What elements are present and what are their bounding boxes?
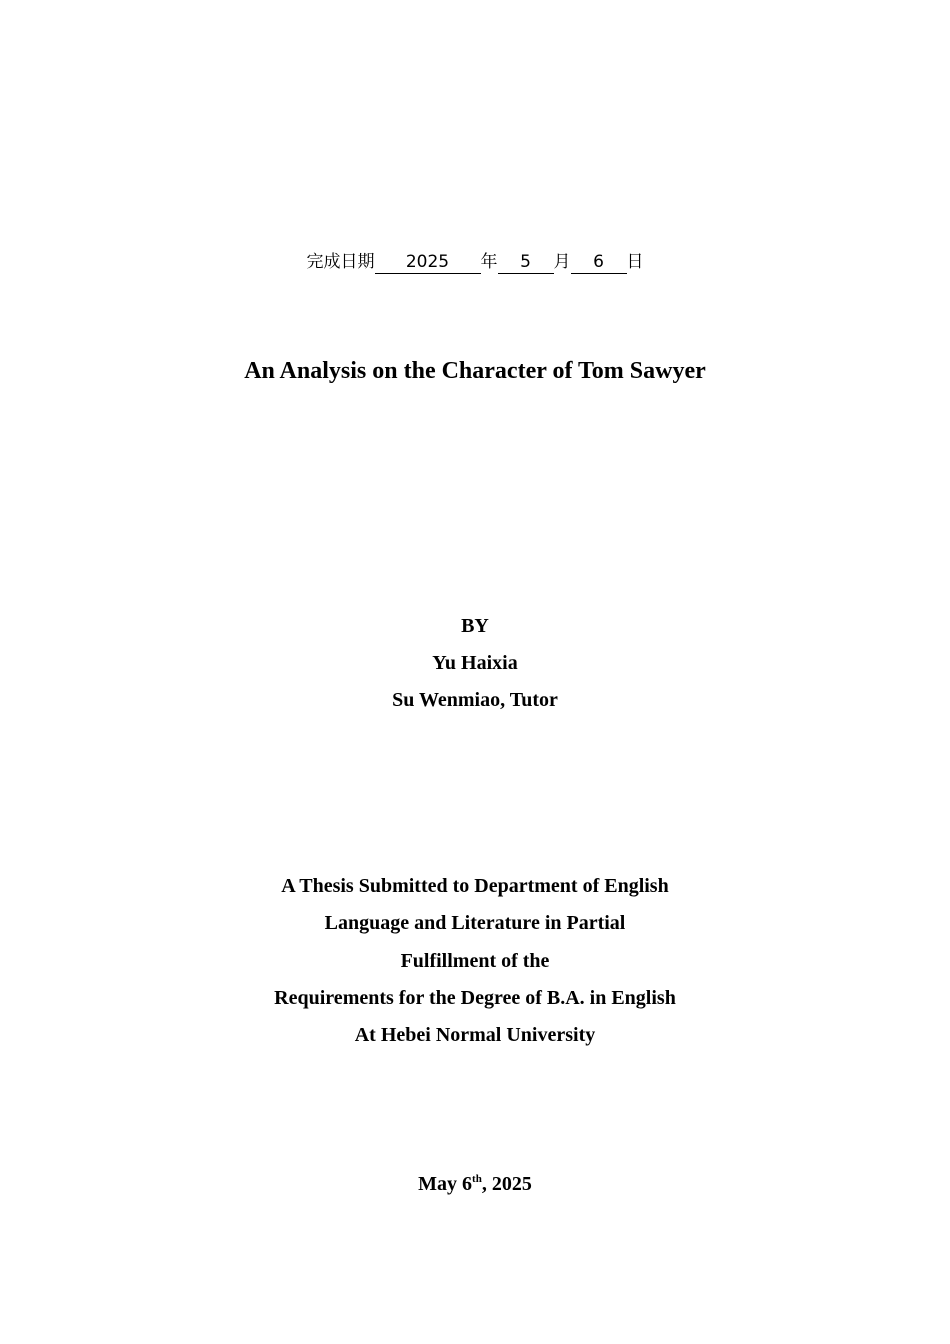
completion-month-field — [498, 251, 554, 274]
completion-date-line — [0, 249, 950, 275]
completion-day-field — [571, 251, 627, 274]
by-label: BY — [461, 615, 489, 637]
thesis-statement-line: A Thesis Submitted to Department of English — [281, 875, 669, 897]
completion-month-value: 5 — [520, 252, 531, 272]
thesis-statement — [0, 872, 950, 1058]
author-name: Yu Haixia — [432, 652, 518, 674]
tutor-name: Su Wenmiao, Tutor — [392, 689, 558, 711]
thesis-statement-line: Requirements for the Degree of B.A. in English — [274, 986, 676, 1009]
thesis-statement-line: Language and Literature in Partial — [324, 912, 626, 935]
submission-date-year: , 2025 — [481, 1173, 532, 1195]
thesis-statement-line: At Hebei Normal University — [354, 1024, 596, 1047]
submission-date — [0, 1170, 950, 1198]
year-unit: 年 — [480, 252, 498, 272]
day-unit: 日 — [626, 252, 644, 272]
completion-day-value: 6 — [593, 252, 604, 272]
month-unit: 月 — [553, 252, 571, 272]
completion-year-field — [375, 251, 481, 274]
thesis-statement-line: Fulfillment of the — [400, 949, 550, 972]
completion-year-value: 2025 — [405, 252, 450, 272]
thesis-title: An Analysis on the Character of Tom Sawyer — [244, 358, 706, 384]
submission-date-month-day: May 6 — [418, 1173, 473, 1195]
completion-date-label: 完成日期 — [306, 252, 375, 272]
submission-date-ordinal-suffix: th — [472, 1173, 482, 1185]
